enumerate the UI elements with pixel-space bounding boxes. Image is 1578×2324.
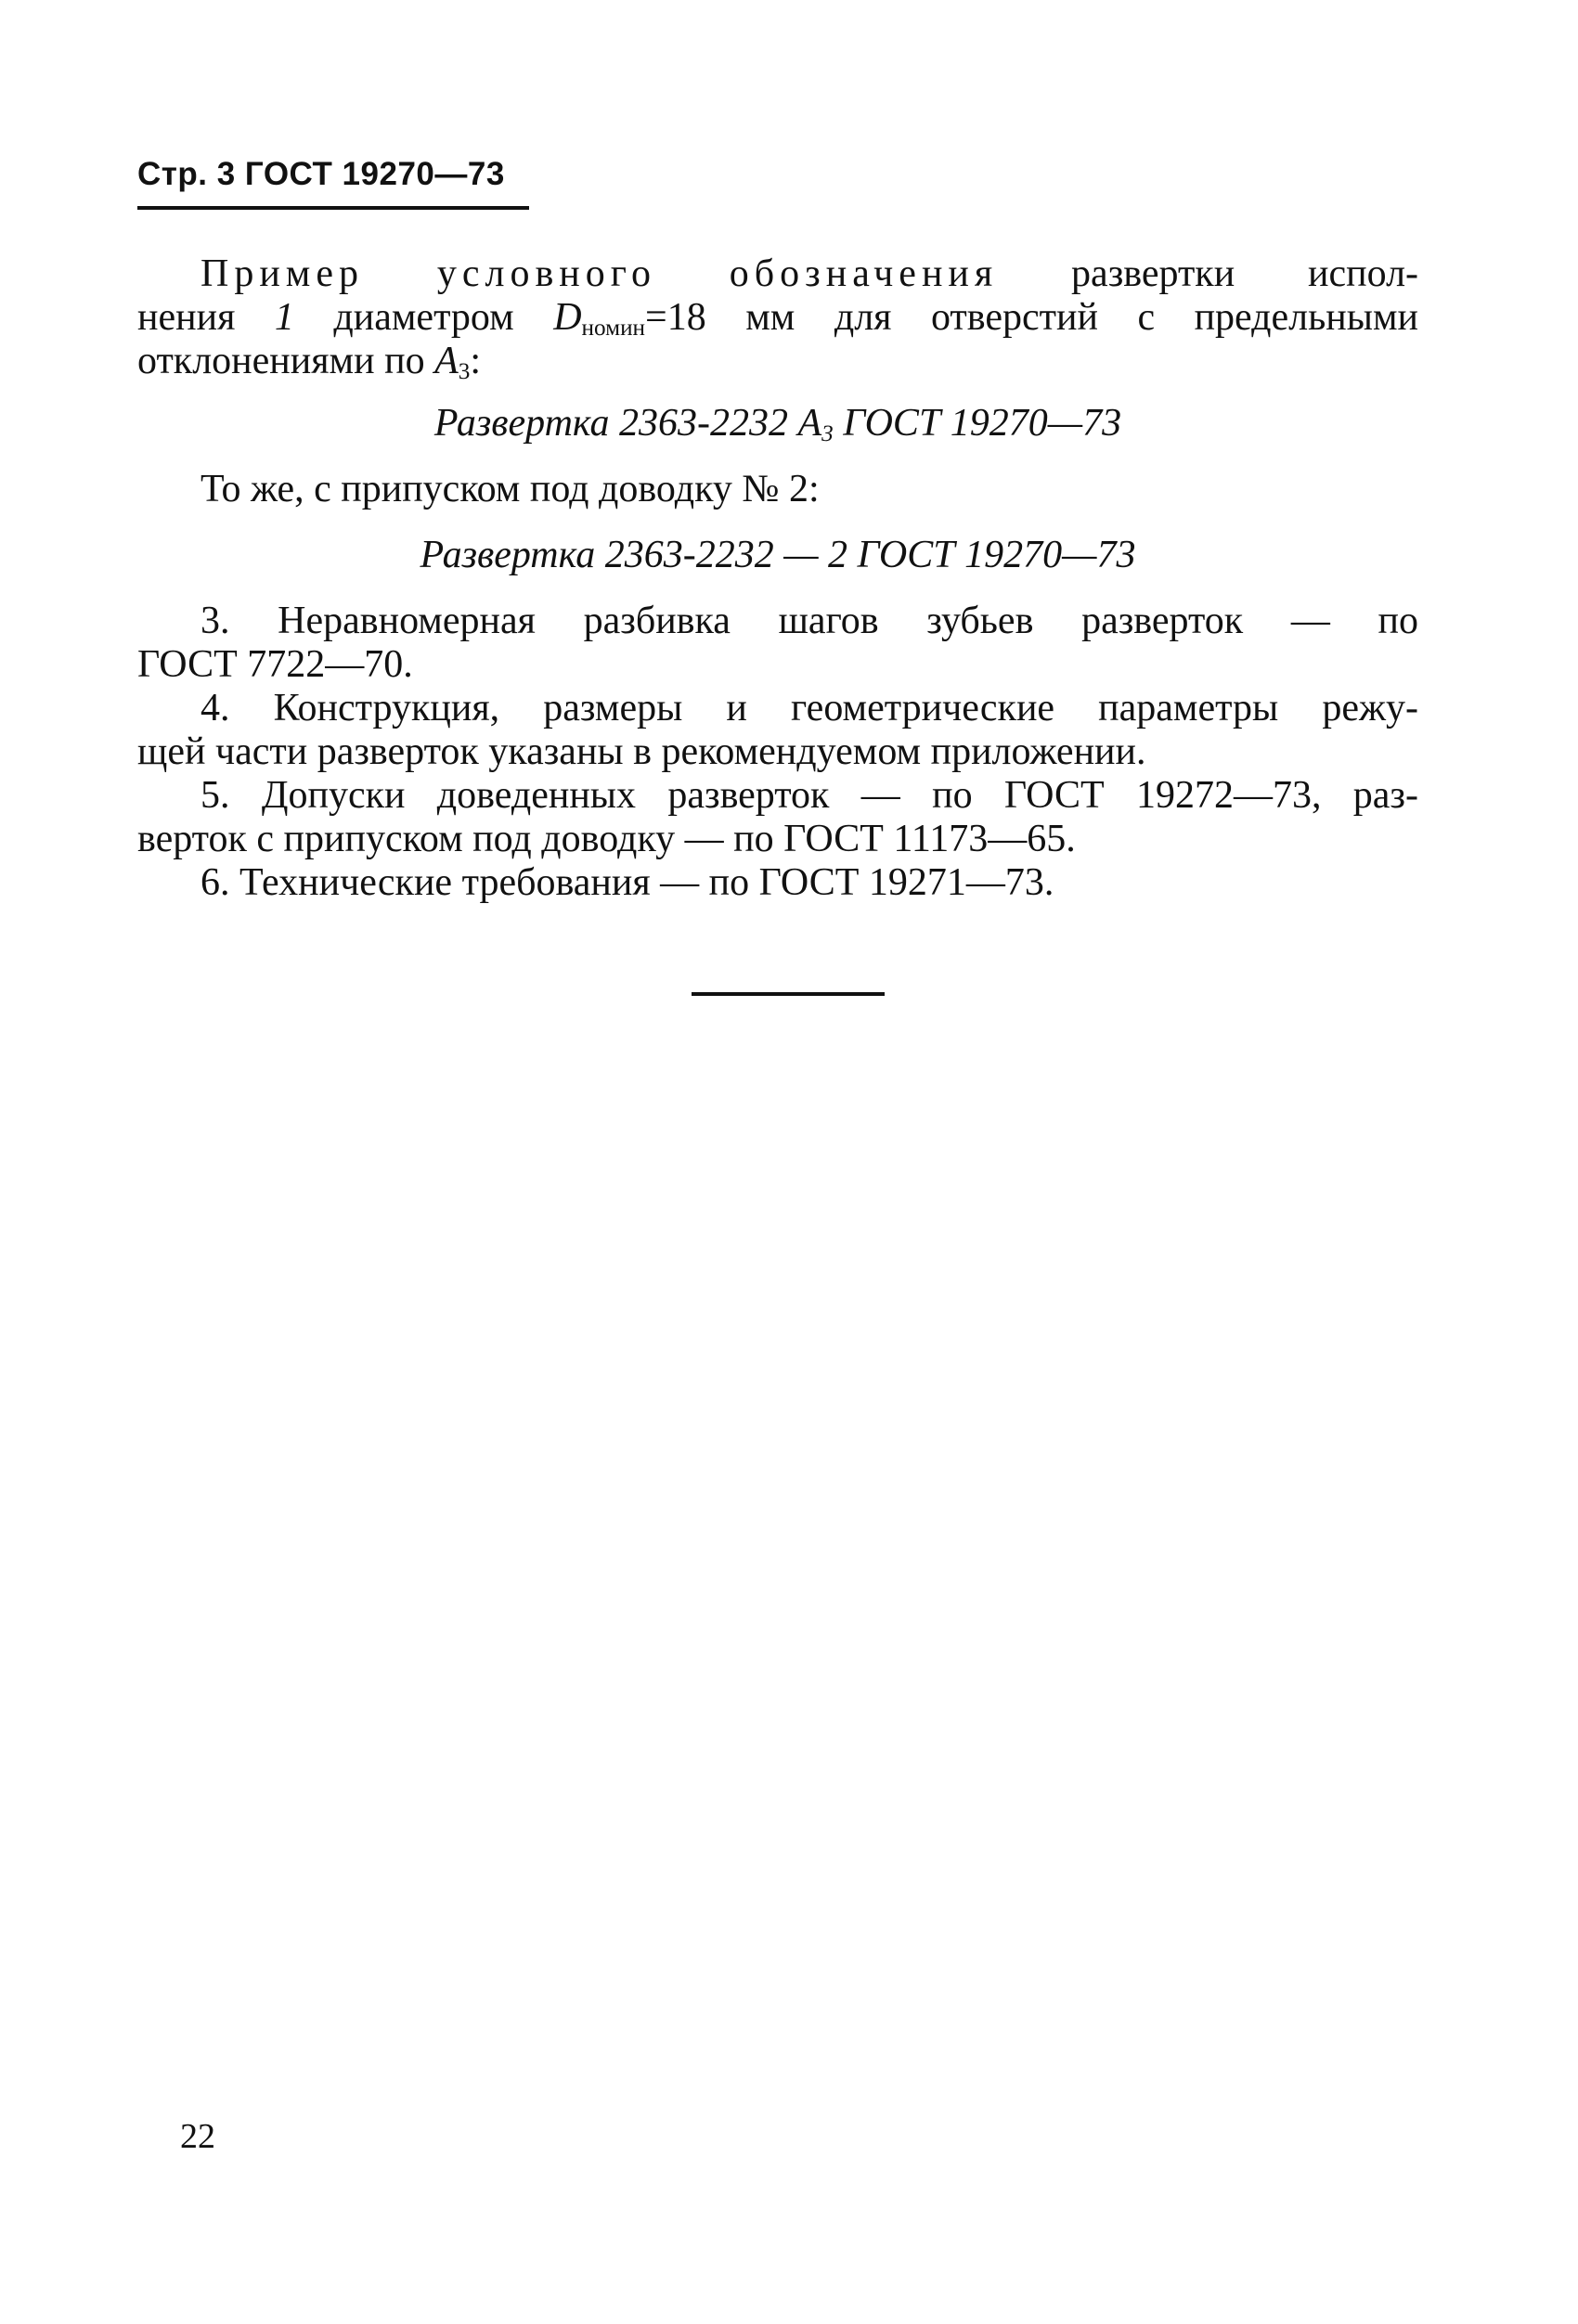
- page-header: Стр. 3 ГОСТ 19270—73: [137, 156, 505, 192]
- item-4-line-1: 4. Конструкция, размеры и геометрические параметры режу-: [200, 687, 1418, 729]
- page-number: 22: [180, 2117, 215, 2156]
- same-with-allowance: То же, с припуском под доводку № 2:: [200, 468, 820, 510]
- item-5-line-2: верток с припуском под доводку — по ГОСТ 11173—65.: [137, 818, 1076, 860]
- item-6-line-1: 6. Технические требования — по ГОСТ 19271—73.: [200, 861, 1054, 904]
- example-line-1: Пример условного обозначения развертки испол-: [200, 252, 1419, 295]
- example-line-3: отклонениями по $A_3$:: [137, 340, 482, 384]
- example-paragraph: [137, 252, 1418, 383]
- numbered-items: [137, 600, 1418, 905]
- item-5-line-1: 5. Допуски доведенных разверток — по ГОСТ 19272—73, раз-: [200, 774, 1418, 817]
- designation-1: Развертка 2363-2232 $A_3$ ГОСТ 19270—73: [433, 402, 1122, 446]
- item-3-line-2: ГОСТ 7722—70.: [137, 643, 413, 686]
- designation-2: Развертка 2363-2232 — 2 ГОСТ 19270—73: [420, 534, 1136, 576]
- header-rule: [137, 206, 529, 210]
- item-4-line-2: щей части разверток указаны в рекомендуемом приложении.: [137, 730, 1146, 773]
- item-3-line-1: 3. Неравномерная разбивка шагов зубьев разверток — по: [200, 600, 1418, 642]
- example-line-2: нения 1 диаметром $D_{номин}=18$ мм для отверстий с предельными: [137, 296, 1419, 341]
- end-rule: [692, 992, 885, 996]
